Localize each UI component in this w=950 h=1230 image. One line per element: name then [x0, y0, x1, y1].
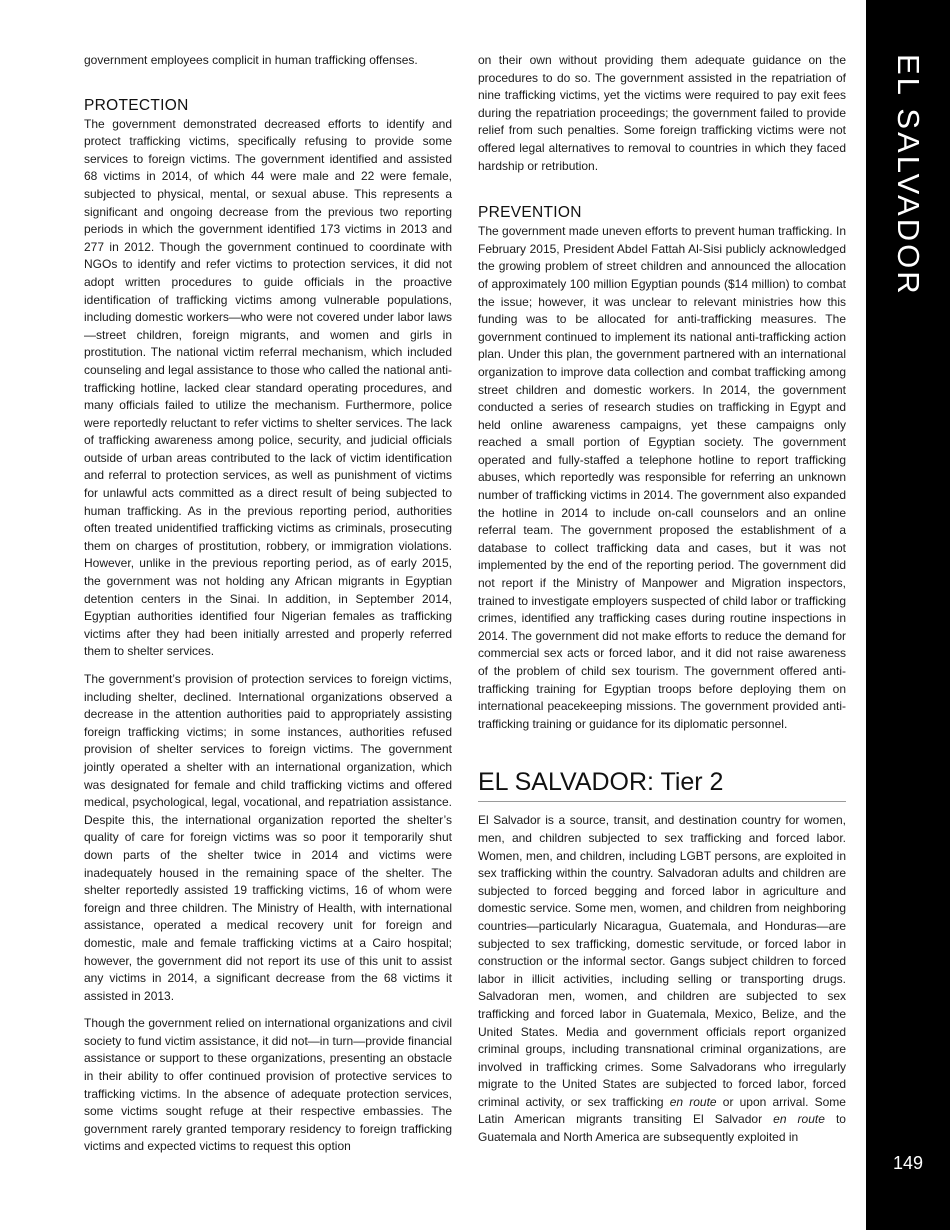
protection-paragraph-continued: on their own without providing them adequate guidance on the procedures to do so. The government assisted in the repatriation of nine trafficking victims, yet the victims were required to pay exit fees during the repatriation proceedings; the government failed to provide relief from such penalties. Some foreign trafficking victims were not offered legal alternatives to removal to countries in which they faced hardship or retribution. — [478, 53, 846, 173]
intro-italic-1: en route — [669, 1094, 717, 1109]
country-intro-paragraph — [478, 812, 846, 1146]
protection-paragraph-3: Though the government relied on international organizations and civil society to fund victim assistance, it did not—in turn—provide financial assistance or support to these organizations, presenting an obstacle in their ability to offer continued provision of protective services to trafficking victims. In the absence of adequate protection services, some victims sought refuge at their respective embassies. The government rarely granted temporary residency to foreign trafficking victims and expected victims to request this option — [84, 1016, 452, 1154]
intro-italic-2: en route — [773, 1112, 825, 1127]
intro-text-a: El Salvador is a source, transit, and destination country for women, men, and children subjected to sex trafficking and forced labor. Women, men, and children, including LGBT persons, are exploited in sex trafficking within the country. Salvadoran adults and children are subjected to forced begging and forced labor in agriculture and domestic service. Some men, women, and children from neighboring countries—particularly Nicaragua, Guatemala, and Honduras—are subjected to sex trafficking, domestic servitude, or forced labor in construction or the informal sector. Gangs subject children to forced labor in illicit activities, including selling or transporting drugs. Salvadoran men, women, and children are subjected to sex trafficking and forced labor in Guatemala, Mexico, Belize, and the United States. Media and government officials report organized criminal groups, including transnational criminal organizations, are involved in trafficking crimes. Some Salvadorans who irregularly migrate to the United States are subjected to forced labor, forced criminal activity, or sex trafficking — [478, 813, 846, 1109]
page-number: 149 — [892, 1153, 924, 1173]
protection-paragraph-1: The government demonstrated decreased efforts to identify and protect trafficking victims, specifically refusing to provide some services to foreign victims. The government identified and assisted 68 victims in 2014, of which 44 were male and 22 were female, subjected to physical, mental, or sexual abuse. This represents a significant and ongoing decrease from the previous two reporting periods in which the government identified 173 victims in 2013 and 277 in 2012. Though the government continued to coordinate with NGOs to identify and refer victims to protection services, it did not adopt written procedures to guide officials in the proactive identification of trafficking victims among vulnerable populations, including domestic workers—who were not covered under labor laws—street children, foreign migrants, and women and girls in prostitution. The national victim referral mechanism, which included counseling and legal assistance to those who called the national anti-trafficking hotline, lacked clear standard operating procedures, and many officials failed to utilize the mechanism. Furthermore, police were reportedly reluctant to refer victims to shelter services. The lack of trafficking awareness among police, security, and judicial officials outside of urban areas contributed to the lack of victim identification and referral to protection services, as well as punishment of victims for unlawful acts committed as a direct result of being subjected to human trafficking. As in the previous reporting period, authorities often treated unidentified trafficking victims as criminals, prosecuting them on charges of prostitution, robbery, or immigration violations. However, unlike in the previous reporting period, as of early 2015, the government was not holding any African migrants in Egyptian detention centers in the Sinai. In addition, in September 2014, Egyptian authorities identified four Nigerian females as trafficking victims after they had been initially arrested and properly referred them to shelter services. — [84, 116, 452, 659]
right-column — [478, 52, 846, 1157]
protection-heading: PROTECTION — [84, 96, 189, 114]
sidebar-tab — [866, 0, 950, 1230]
prevention-heading: PREVENTION — [478, 204, 582, 222]
paragraph-continuation: government employees complicit in human trafficking offenses. — [84, 53, 418, 67]
intro-text-b: or upon arrival. Some Latin American migrants transiting El Salvador — [478, 1094, 846, 1127]
intro-text-c: to Guatemala and North America are subsequently exploited in — [478, 1112, 846, 1145]
country-tier-heading: EL SALVADOR: Tier 2 — [478, 767, 846, 802]
sidebar-country-title: EL SALVADOR — [891, 54, 926, 297]
prevention-paragraph: The government made uneven efforts to prevent human trafficking. In February 2015, President Abdel Fattah Al-Sisi publicly acknowledged the growing problem of street children and announced the allocation of approximately 100 million Egyptian pounds ($14 million) to combat the issue; however, it was unclear to relevant ministries how this funding was to be allocated for anti-trafficking measures. The government continued to implement its national anti-trafficking action plan. Under this plan, the government partnered with an international organization to improve data collection and combat trafficking among street children and domestic workers. In 2014, the government conducted a series of research studies on trafficking in Egypt and held online awareness campaigns, yet these campaigns only reached a small portion of Egyptian society. The government operated and fully-staffed a telephone hotline to report trafficking abuses, which reportedly was responsible for referring an unknown number of trafficking victims in 2014. The government also expanded the hotline in 2014 to include on-call counselors and an online referral team. The government proposed the establishment of a database to collect trafficking data and cases, but it was not implemented by the end of the reporting period. The government did not report if the Ministry of Manpower and Migration inspectors, trained to investigate employers suspected of child labor or trafficking crimes, identified any trafficking cases during routine inspections in 2014. The government did not make efforts to reduce the demand for commercial sex acts or forced labor, and it did not raise awareness of the problem of child sex tourism. The government offered anti-trafficking training for Egyptian troops before deploying them on international peacekeeping missions. The government provided anti-trafficking training or guidance for its diplomatic personnel. — [478, 224, 846, 731]
protection-paragraph-2: The government’s provision of protection services to foreign victims, including shelter, declined. International organizations observed a decrease in the attention authorities paid to appropriately assisting foreign trafficking victims; in some instances, authorities refused provision of shelter services to foreign victims. The government jointly operated a shelter with an international organization, which was designated for female and child trafficking victims and offered medical, psychological, legal, vocational, and repatriation assistance. Despite this, the international organization reported the shelter’s quality of care for foreign victims was so poor it temporarily shut down parts of the shelter twice in 2014 and victims were inadequately housed in the remaining space of the shelter. The shelter reportedly assisted 19 trafficking victims, 16 of whom were foreign and three children. The Ministry of Health, with international assistance, operated a medical recovery unit for foreign and domestic, male and female trafficking victims at a Cairo hospital; however, the government did not report its use of this unit to assist any victims in 2014, a significant decrease from the 68 victims it assisted in 2013. — [84, 672, 452, 1003]
left-column — [84, 52, 452, 1166]
